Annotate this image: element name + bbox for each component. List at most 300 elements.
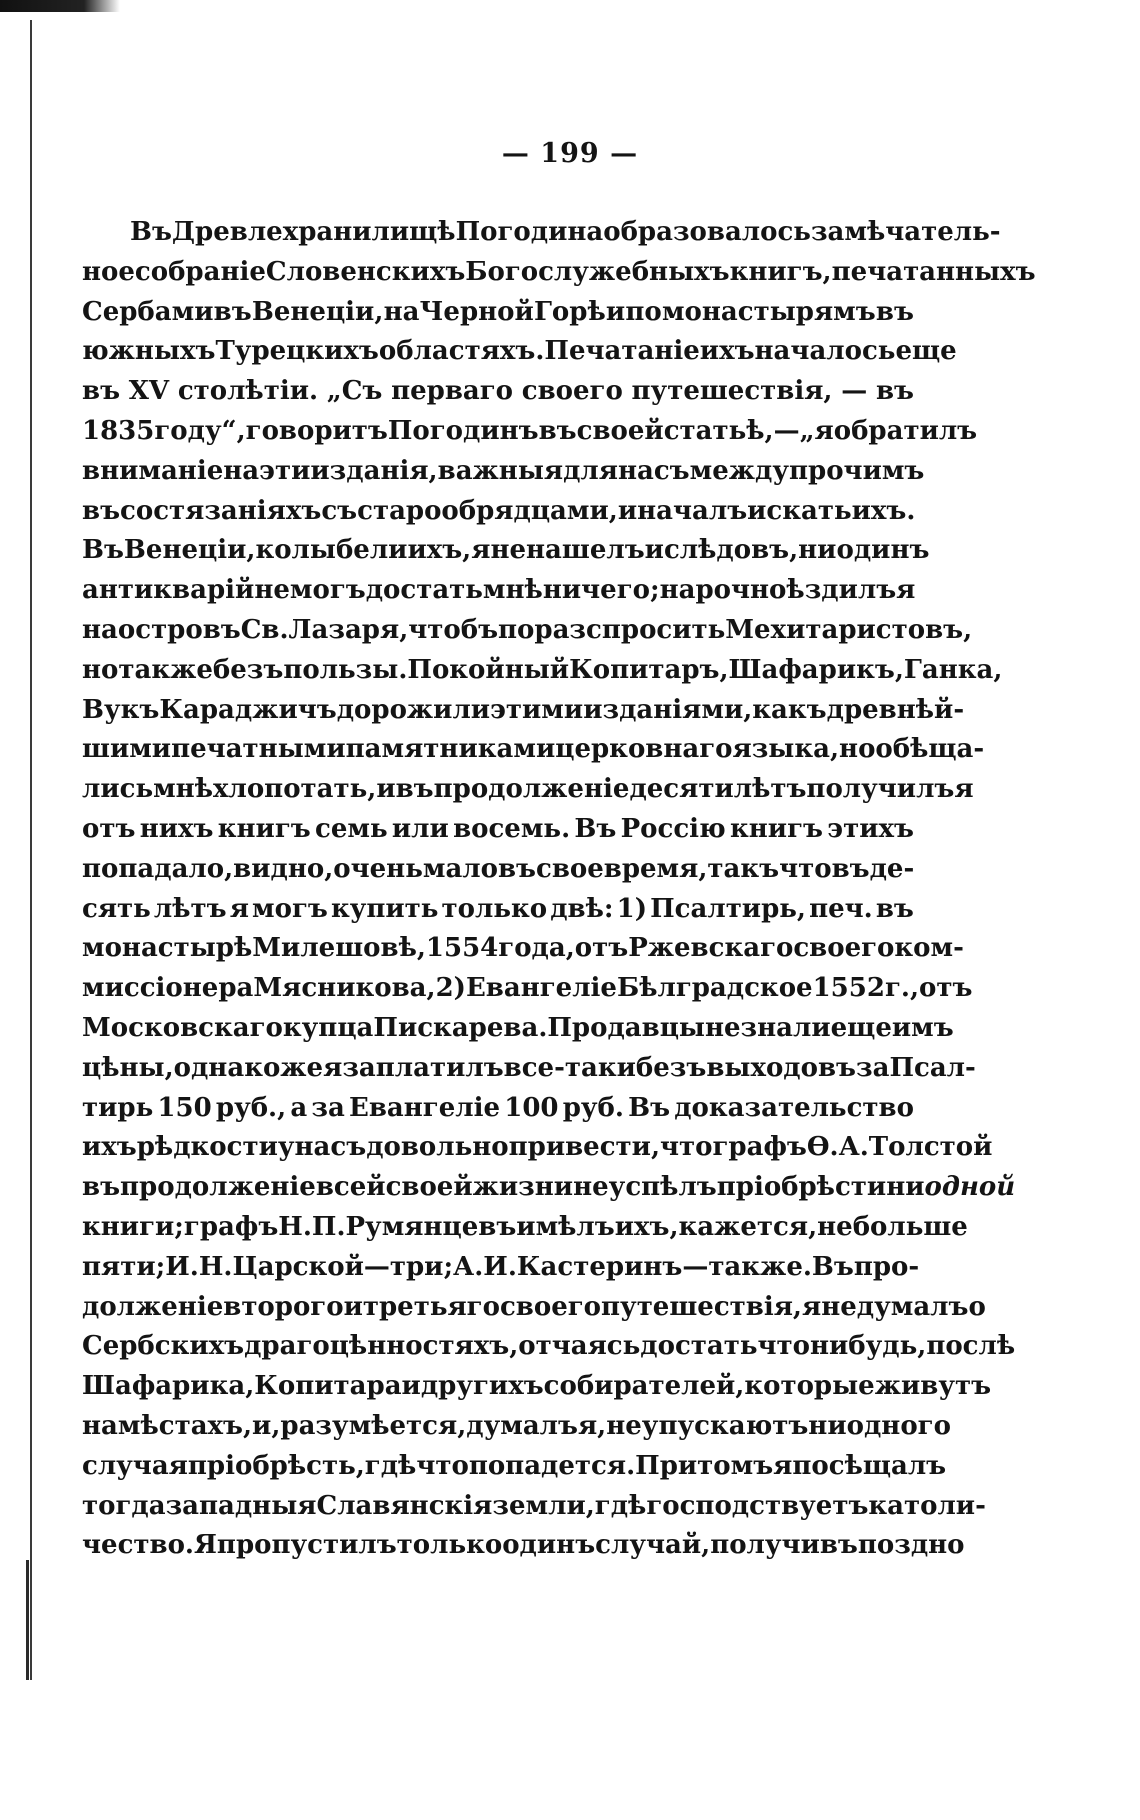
word: на: [383, 296, 420, 327]
word: эти: [259, 455, 311, 486]
word: своей: [385, 1172, 473, 1203]
word: мѣстахъ,: [117, 1410, 253, 1441]
word: драгоцѣнностяхъ,: [244, 1331, 519, 1362]
word: Черной: [419, 296, 534, 327]
word: мало: [422, 853, 498, 884]
word: Въ: [628, 1092, 671, 1123]
text-line: [82, 1526, 965, 1566]
word: но: [839, 734, 876, 765]
word: о: [968, 1291, 986, 1322]
text-line: [82, 651, 1003, 691]
word: нихъ: [139, 813, 214, 844]
word: Словенскихъ: [265, 256, 466, 287]
word: чтобъ: [408, 614, 499, 645]
text-line: [82, 969, 973, 1009]
word: Копитара: [254, 1371, 402, 1402]
word: все-таки: [503, 1052, 636, 1083]
word: пріобрѣсть,: [187, 1450, 365, 1481]
word: ни: [798, 535, 837, 566]
text-line: [82, 850, 914, 890]
word: печатными: [171, 734, 346, 765]
word: южныхъ: [82, 336, 216, 367]
word: такъ: [707, 853, 780, 884]
word: церковнаго: [555, 734, 733, 765]
word: съ: [321, 495, 358, 526]
word: печ.: [809, 893, 873, 924]
text-line: [82, 1049, 976, 1089]
word: Покойный: [407, 654, 570, 685]
word: или: [391, 813, 449, 844]
word: по: [625, 296, 662, 327]
word: Мехитаристовъ,: [725, 614, 973, 645]
word: я: [801, 1291, 822, 1322]
word: Св.: [240, 614, 289, 645]
word: этими: [490, 694, 584, 725]
word: больше: [852, 1211, 968, 1242]
word: отъ: [574, 933, 629, 964]
word: всей: [315, 1172, 386, 1203]
word: Продавцы: [547, 1012, 705, 1043]
text-line: [82, 1447, 947, 1487]
text-line: [82, 810, 914, 850]
word: Древлехранилищѣ: [171, 217, 456, 247]
word: Караджичъ: [159, 694, 337, 725]
word: я: [323, 1052, 343, 1083]
word: только: [396, 1530, 503, 1561]
word: Царской—три;: [232, 1251, 454, 1282]
word: графъ: [183, 1211, 279, 1242]
text-line: [82, 1168, 1016, 1208]
word: въ: [82, 376, 121, 407]
word: антикварій: [82, 575, 255, 606]
word: книгъ,: [729, 256, 832, 287]
word: въ: [82, 495, 121, 526]
word: для: [563, 455, 618, 486]
word: Н.: [278, 1211, 312, 1242]
word: Богослужебныхъ: [465, 256, 730, 287]
word: столѣтіи.: [177, 376, 319, 407]
word: состязаніяхъ: [120, 495, 322, 526]
word: нашелъ: [526, 535, 645, 566]
word: въ: [213, 296, 252, 327]
word: мнѣ: [482, 575, 543, 606]
text-line: [82, 531, 930, 571]
word: Евангеліе: [349, 1092, 501, 1123]
word: книги;: [82, 1211, 184, 1242]
word: Въ: [811, 1251, 854, 1282]
word: обѣща-: [875, 734, 985, 765]
word: очень: [333, 853, 423, 884]
word: областяхъ.: [378, 336, 545, 367]
word: гдѣ: [364, 1450, 417, 1481]
text-line: [82, 452, 925, 492]
word: Мясникова,: [253, 973, 436, 1004]
word: въ: [538, 415, 577, 446]
word: случай,: [595, 1530, 711, 1561]
word: Пискарева.: [373, 1012, 548, 1043]
word: достать: [365, 575, 483, 606]
word: Въ: [82, 535, 124, 566]
word: гдѣ: [594, 1490, 647, 1521]
word: Московскаго: [82, 1012, 283, 1043]
word: земли,: [492, 1490, 595, 1521]
word: слѣдовъ,: [663, 535, 799, 566]
word: получилъ: [806, 774, 955, 805]
word: на: [223, 455, 260, 486]
word: ихъ: [82, 1132, 137, 1163]
word: третьяго: [362, 1291, 500, 1322]
word: пользы.: [283, 654, 408, 685]
word: за: [855, 1052, 890, 1083]
word: древнѣй-: [826, 694, 965, 725]
word: я: [954, 774, 974, 805]
text-line: [82, 611, 973, 651]
word: также: [118, 654, 213, 685]
word: насъ: [617, 455, 690, 486]
word: Копитаръ,: [569, 654, 729, 685]
word: и: [605, 296, 626, 327]
word: прочимъ: [788, 455, 925, 486]
word: 1554: [425, 933, 499, 964]
word: могъ: [252, 893, 328, 924]
word: ихъ.: [851, 495, 916, 526]
word: ное: [82, 256, 135, 287]
word: ком-: [894, 933, 964, 964]
word: своей: [576, 415, 664, 446]
text-line: [82, 372, 914, 412]
word: второго: [223, 1291, 344, 1322]
word: и: [644, 535, 664, 566]
word: отъ: [919, 973, 973, 1004]
word: перваго: [391, 376, 514, 407]
word: купить: [330, 893, 439, 924]
word: статьѣ,—„я: [663, 415, 834, 446]
word: шими: [82, 734, 172, 765]
word: въ: [875, 296, 914, 327]
word: что: [757, 1331, 810, 1362]
word: Славянскія: [316, 1490, 493, 1521]
word: попадется.: [468, 1450, 636, 1481]
word: Венеціи,: [123, 535, 256, 566]
word: Ржевскаго: [628, 933, 794, 964]
word: началъ: [637, 495, 748, 526]
word: 2): [435, 973, 466, 1004]
word: изданіями,: [583, 694, 753, 725]
word: въ: [831, 853, 870, 884]
word: свое: [535, 853, 604, 884]
word: важныя: [437, 455, 564, 486]
text-line: [82, 332, 957, 372]
text-line: [82, 1128, 993, 1168]
word: XV: [128, 376, 170, 407]
word: рѣдкости: [136, 1132, 278, 1163]
word: памятниками: [345, 734, 556, 765]
text-line: [82, 1327, 1016, 1367]
word: Милешовѣ,: [252, 933, 426, 964]
word: нарочно: [659, 575, 787, 606]
word: католи-: [868, 1490, 986, 1521]
word: насъ: [294, 1132, 367, 1163]
word: чество.: [82, 1530, 194, 1561]
word: Погодинъ: [387, 415, 539, 446]
word: г.,: [884, 973, 920, 1004]
word: года,: [498, 933, 575, 964]
word: Ѳ.: [806, 1132, 839, 1163]
text-line: [82, 1407, 951, 1447]
word: что: [416, 1450, 469, 1481]
word: упускаютъ: [641, 1410, 809, 1441]
word: попадало,: [82, 853, 234, 884]
word: цѣны,: [82, 1052, 174, 1083]
word: купца: [282, 1012, 374, 1043]
word: старообрядцами,: [357, 495, 618, 526]
word: своего: [521, 376, 623, 407]
word: про-: [853, 1251, 920, 1282]
word: двѣ:: [550, 893, 614, 924]
word: собраніе: [134, 256, 266, 287]
word: Россію: [620, 813, 726, 844]
word: обратилъ: [833, 415, 978, 446]
word: западныя: [165, 1490, 317, 1521]
text-line: [82, 1288, 986, 1328]
word: де-: [869, 853, 915, 884]
word: 1552: [812, 973, 885, 1004]
word: году“,: [154, 415, 246, 446]
word: не: [821, 1291, 857, 1322]
word: господствуетъ: [646, 1490, 869, 1521]
word: но: [82, 654, 119, 685]
word: не: [606, 1410, 642, 1441]
word: въ: [497, 853, 536, 884]
word: въ: [82, 1172, 121, 1203]
word: семь: [314, 813, 388, 844]
word: собирателей,: [543, 1371, 745, 1402]
word: Притомъ: [635, 1450, 774, 1481]
word: Лазаря,: [288, 614, 409, 645]
word: Погодина: [455, 217, 604, 247]
word: ни: [886, 1172, 925, 1203]
word: началось: [754, 336, 896, 367]
text-line: [82, 730, 985, 770]
word: Шафарикъ,: [728, 654, 904, 685]
word: кажется,: [678, 1211, 818, 1242]
word: колыбели: [255, 535, 408, 566]
word: графъ: [712, 1132, 807, 1163]
word: монастырѣ: [82, 933, 253, 964]
word: Псал-: [889, 1052, 976, 1083]
word: Въ: [130, 217, 172, 247]
word: искать: [747, 495, 852, 526]
word: не: [254, 575, 290, 606]
word: говоритъ: [245, 415, 388, 446]
word: миссіонера: [82, 973, 254, 1004]
word: путешествія,: [601, 1291, 802, 1322]
word: 1835: [82, 415, 155, 446]
word: у: [277, 1132, 295, 1163]
word: одного: [846, 1410, 951, 1441]
word: только: [441, 893, 548, 924]
word: Я: [193, 1530, 217, 1561]
italic-word: одной: [924, 1172, 1016, 1203]
text-line: [82, 293, 914, 333]
word: одинъ: [836, 535, 930, 566]
word: продолженіе: [120, 1172, 316, 1203]
word: ихъ: [699, 336, 755, 367]
word: отчаясь: [518, 1331, 641, 1362]
word: посѣщалъ: [792, 1450, 947, 1481]
word: Горѣ: [533, 296, 606, 327]
word: продолженіе: [433, 774, 630, 805]
word: —: [841, 376, 868, 407]
word: языка,: [732, 734, 840, 765]
word: получивъ: [710, 1530, 858, 1561]
word: доказательство: [674, 1092, 914, 1123]
word: живутъ: [874, 1371, 992, 1402]
word: выходовъ: [706, 1052, 856, 1083]
word: ни: [808, 1410, 847, 1441]
word: книгъ: [217, 813, 311, 844]
word: какъ: [752, 694, 827, 725]
text-line: [82, 1009, 954, 1049]
word: вниманіе: [82, 455, 224, 486]
word: безъ: [212, 654, 284, 685]
word: имѣлъ: [516, 1211, 615, 1242]
text-line: [82, 1208, 968, 1248]
word: думалъ: [466, 1410, 578, 1441]
text-line: [82, 571, 914, 611]
word: на: [82, 1410, 118, 1441]
word: Толстой: [868, 1132, 993, 1163]
word: А.: [453, 1251, 484, 1282]
word: достать: [640, 1331, 758, 1362]
word: имъ: [891, 1012, 954, 1043]
word: успѣлъ: [608, 1172, 717, 1203]
word: одинъ: [502, 1530, 596, 1561]
word: между: [689, 455, 789, 486]
word: П.: [311, 1211, 346, 1242]
word: въ: [875, 893, 914, 924]
word: я: [896, 575, 916, 606]
word: книгъ: [730, 813, 823, 844]
word: этихъ: [827, 813, 914, 844]
word: что: [779, 853, 832, 884]
word: Сербами: [82, 296, 214, 327]
word: 150: [157, 1092, 212, 1123]
word: образовалось: [603, 217, 811, 247]
word: не: [817, 1211, 853, 1242]
text-line: [82, 929, 964, 969]
word: ихъ,: [614, 1211, 679, 1242]
word: сять: [82, 893, 151, 924]
word: печатанныхъ: [831, 256, 1036, 287]
word: еще: [830, 1012, 892, 1043]
word: тогда: [82, 1490, 166, 1521]
word: и: [617, 495, 638, 526]
text-line: [82, 770, 974, 810]
word: поздно: [857, 1530, 965, 1561]
text-line: [82, 1367, 992, 1407]
word: островъ: [117, 614, 241, 645]
word: въ: [875, 376, 914, 407]
word: Печатаніе: [544, 336, 700, 367]
word: заплатилъ: [342, 1052, 504, 1083]
word: А.: [838, 1132, 869, 1163]
word: привести,: [508, 1132, 661, 1163]
word: знали: [740, 1012, 831, 1043]
word: и: [401, 1371, 421, 1402]
word: десяти: [629, 774, 734, 805]
text-line: [82, 1248, 920, 1288]
word: пяти;: [82, 1251, 166, 1282]
text-line: [82, 691, 965, 731]
word: своего: [793, 933, 895, 964]
scan-edge-mark: [0, 0, 120, 12]
word: ничего;: [542, 575, 660, 606]
word: могъ: [289, 575, 366, 606]
word: не: [704, 1012, 741, 1043]
word: дорожили: [336, 694, 491, 725]
word: монастырямъ: [661, 296, 876, 327]
word: я,: [577, 1410, 607, 1441]
word: думалъ: [856, 1291, 969, 1322]
text-line: [82, 412, 978, 452]
scan-edge-rule-lower: [26, 1560, 29, 1680]
word: я: [773, 1450, 793, 1481]
word: пріобрѣсти: [716, 1172, 887, 1203]
word: ѣздилъ: [786, 575, 897, 606]
word: ихъ,: [407, 535, 472, 566]
word: мнѣ: [153, 774, 213, 805]
word: и,: [252, 1410, 281, 1441]
word: въ: [395, 774, 434, 805]
word: безъ: [635, 1052, 707, 1083]
word: Сербскихъ: [82, 1331, 245, 1362]
word: разумѣется,: [280, 1410, 467, 1441]
word: замѣчатель-: [810, 217, 1001, 247]
word: Шафарика,: [82, 1371, 255, 1402]
text-line: [82, 492, 914, 532]
word: я: [471, 535, 491, 566]
word: И.: [483, 1251, 517, 1282]
word: Въ: [574, 813, 617, 844]
word: жизни: [472, 1172, 574, 1203]
word: еще: [895, 336, 957, 367]
word: я: [229, 893, 249, 924]
word: на: [82, 614, 118, 645]
word: Евангеліе: [465, 973, 617, 1004]
word: 1): [616, 893, 648, 924]
word: своего: [499, 1291, 602, 1322]
word: И.: [165, 1251, 199, 1282]
word: Вукъ: [82, 694, 160, 725]
word: „Съ: [326, 376, 383, 407]
word: Бѣлградское: [616, 973, 813, 1004]
word: путешествія,: [631, 376, 833, 407]
word: долженіе: [82, 1291, 224, 1322]
word: другихъ: [420, 1371, 544, 1402]
word: пропустилъ: [216, 1530, 397, 1561]
word: не: [573, 1172, 609, 1203]
word: а: [290, 1092, 308, 1123]
text-line: [82, 253, 1036, 293]
word: хлопотать,: [213, 774, 377, 805]
word: однакоже: [173, 1052, 324, 1083]
word: тирь: [82, 1092, 154, 1123]
scan-edge-rule: [30, 20, 32, 1680]
word: изданія,: [310, 455, 438, 486]
word: которые: [744, 1371, 875, 1402]
word: руб.,: [215, 1092, 287, 1123]
